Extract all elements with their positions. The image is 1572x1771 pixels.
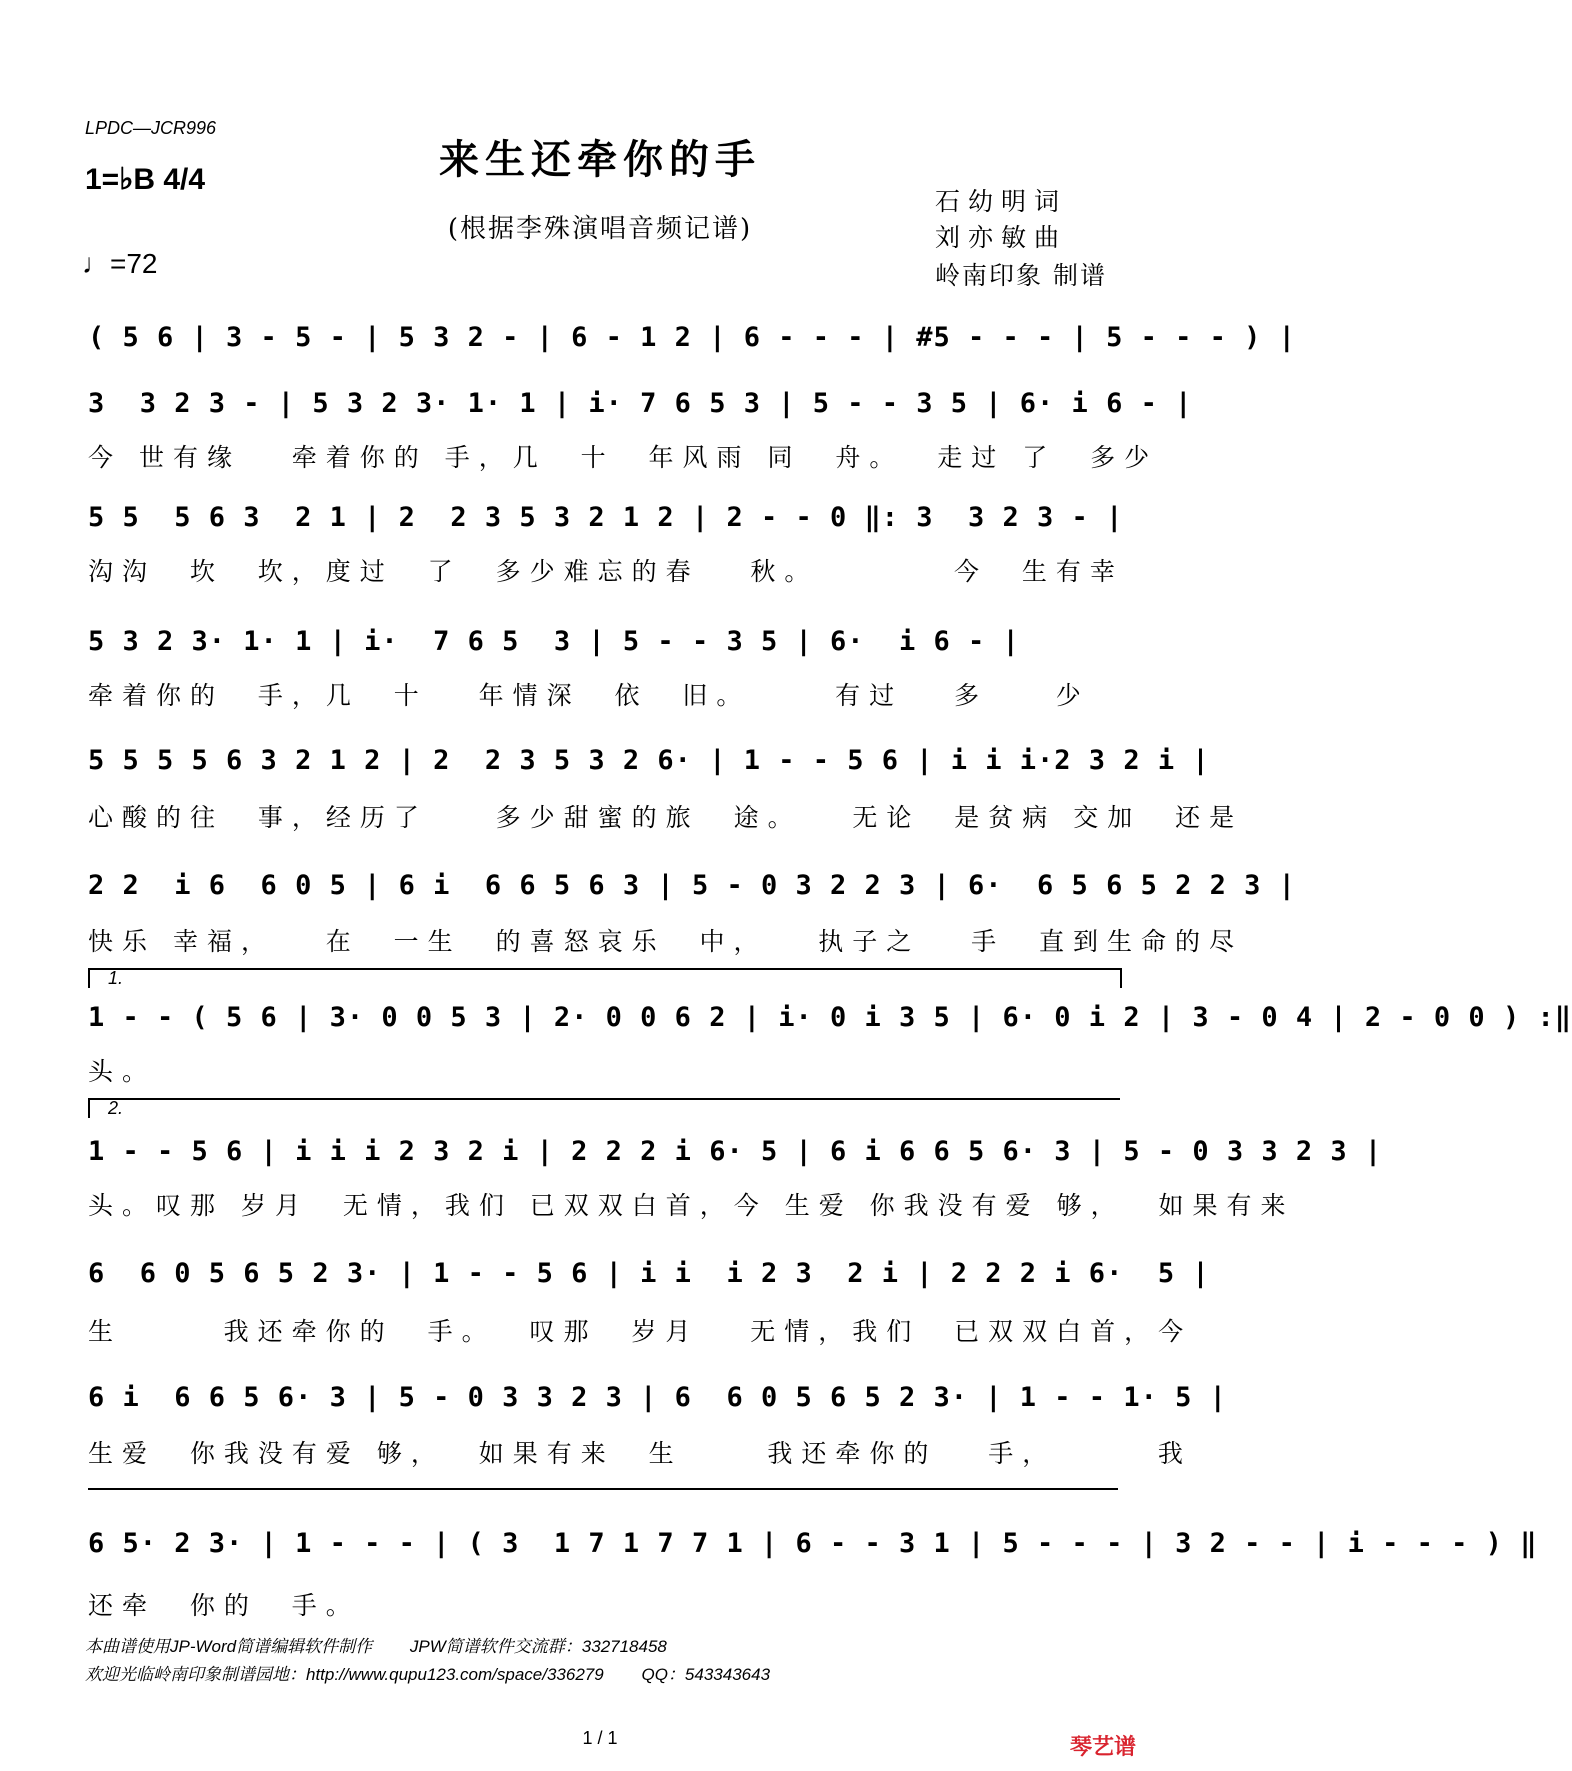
score-code: LPDC—JCR996 <box>85 118 217 138</box>
score-line-5-notes: 5 5 5 5 6 3 2 1 2 | 2 2 3 5 3 2 6· | 1 - - 5 6 | i i i·2 3 2 i | <box>88 745 1210 776</box>
score-line-10-lyrics: 生爱 你我没有爱 够， 如果有来 生 我还牵你的 手， 我 <box>88 1439 1192 1468</box>
first-ending-label: 1. <box>108 968 124 988</box>
qinyipu-logo: 琴艺谱 <box>1070 1735 1137 1760</box>
lyricist-credit: 石幼明词 <box>935 187 1068 216</box>
score-line-2-notes: 3 3 2 3 - | 5 3 2 3· 1· 1 | i· 7 6 5 3 | 5 - - 3 5 | 6· i 6 - | <box>88 388 1193 419</box>
footer-software-note: 本曲谱使用JP-Word简谱编辑软件制作 JPW简谱软件交流群：332718458 <box>85 1637 667 1656</box>
song-subtitle: (根据李殊演唱音频记谱) <box>447 214 753 244</box>
score-line-2-lyrics: 今 世有缘 牵着你的 手，几 十 年风雨 同 舟。 走过 了 多少 <box>88 443 1159 472</box>
score-line-6-lyrics: 快乐 幸福， 在 一生 的喜怒哀乐 中， 执子之 手 直到生命的尽 <box>88 927 1244 956</box>
score-line-7-lyrics: 头。 <box>88 1057 157 1086</box>
key-signature: 1=♭B 4/4 <box>85 163 206 196</box>
score-line-4-lyrics: 牵着你的 手，几 十 年情深 依 旧。 有过 多 少 <box>88 681 1090 710</box>
score-line-5-lyrics: 心酸的往 事，经历了 多少甜蜜的旅 途。 无论 是贫病 交加 还是 <box>88 803 1244 832</box>
tempo-marking: ♩=72 <box>82 248 158 279</box>
score-line-7-notes: 1 - - ( 5 6 | 3· 0 0 5 3 | 2· 0 0 6 2 | i· 0 i 3 5 | 6· 0 i 2 | 3 - 0 4 | 2 - 0 0 ) :‖ <box>88 1002 1572 1033</box>
composer-credit: 刘亦敏曲 <box>935 223 1068 252</box>
score-line-9-notes: 6 6 0 5 6 5 2 3· | 1 - - 5 6 | i i i 2 3 2 i | 2 2 2 i 6· 5 | <box>88 1258 1210 1289</box>
score-line-10-notes: 6 i 6 6 5 6· 3 | 5 - 0 3 3 2 3 | 6 6 0 5 6 5 2 3· | 1 - - 1· 5 | <box>88 1382 1227 1413</box>
score-line-11-notes: 6 5· 2 3· | 1 - - - | ( 3 1 7 1 7 7 1 | 6 - - 3 1 | 5 - - - | 3 2 - - | i - - - ) ‖ <box>88 1528 1538 1559</box>
score-line-3-lyrics: 沟沟 坎 坎，度过 了 多少难忘的春 秋。 今 生有幸 <box>88 557 1124 586</box>
score-line-3-notes: 5 5 5 6 3 2 1 | 2 2 3 5 3 2 1 2 | 2 - - 0 ‖: 3 3 2 3 - | <box>88 502 1124 533</box>
section-divider <box>88 1488 1118 1490</box>
second-ending-bracket <box>88 1098 1120 1118</box>
score-line-9-lyrics: 生 我还牵你的 手。 叹那 岁月 无情，我们 已双双白首，今 <box>88 1317 1193 1346</box>
page-number: 1 / 1 <box>582 1728 618 1748</box>
second-ending-label: 2. <box>108 1098 124 1118</box>
score-line-8-notes: 1 - - 5 6 | i i i 2 3 2 i | 2 2 2 i 6· 5 | 6 i 6 6 5 6· 3 | 5 - 0 3 3 2 3 | <box>88 1136 1383 1167</box>
arranger-credit: 岭南印象 制谱 <box>935 261 1107 290</box>
footer-site-note: 欢迎光临岭南印象制谱园地：http://www.qupu123.com/space/336279 QQ：543343643 <box>85 1665 771 1684</box>
score-line-6-notes: 2 2 i 6 6 0 5 | 6 i 6 6 5 6 3 | 5 - 0 3 2 2 3 | 6· 6 5 6 5 2 2 3 | <box>88 870 1296 901</box>
score-line-11-lyrics: 还牵 你的 手。 <box>88 1591 360 1620</box>
first-ending-bracket <box>88 968 1122 988</box>
score-line-4-notes: 5 3 2 3· 1· 1 | i· 7 6 5 3 | 5 - - 3 5 | 6· i 6 - | <box>88 626 1020 657</box>
score-line-8-lyrics: 头。叹那 岁月 无情，我们 已双双白首，今 生爱 你我没有爱 够， 如果有来 <box>88 1191 1295 1220</box>
score-line-1-notes: ( 5 6 | 3 - 5 - | 5 3 2 - | 6 - 1 2 | 6 - - - | #5 - - - | 5 - - - ) | <box>88 322 1296 353</box>
song-title: 来生还牵你的手 <box>439 136 761 183</box>
